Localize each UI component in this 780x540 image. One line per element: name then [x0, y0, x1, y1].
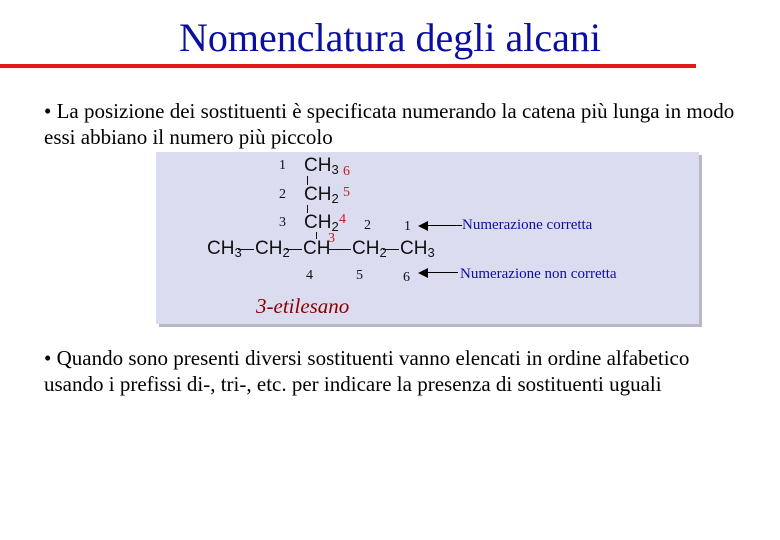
side-number-4: 4 [339, 212, 346, 227]
bond-main-1 [238, 249, 254, 250]
compound-name: 3-etilesano [256, 294, 350, 318]
chain-number-2: 2 [364, 218, 371, 233]
bond-main-4 [383, 249, 399, 250]
side-number-3: 3 [279, 215, 286, 230]
main-group-ch3-left: $CH_3$ [207, 238, 242, 260]
side-number-5: 5 [343, 185, 350, 200]
arrow-line-correct [426, 225, 462, 226]
label-incorrect-numbering: Numerazione non corretta [460, 266, 617, 282]
side-group-ch2-b: $CH_2$ [304, 212, 339, 234]
chain-number-4: 4 [306, 268, 313, 283]
arrow-head-correct [418, 221, 428, 231]
slide-title: Nomenclatura degli alcani [178, 15, 602, 60]
label-correct-numbering: Numerazione corretta [462, 217, 593, 233]
side-number-2: 2 [279, 187, 286, 202]
main-group-ch-branch: CH [303, 238, 331, 259]
structure-panel [156, 152, 699, 324]
arrow-head-incorrect [418, 268, 428, 278]
main-group-ch3-right: $CH_3$ [400, 238, 435, 260]
side-group-ch2-a: $CH_2$ [304, 184, 339, 206]
side-number-1: 1 [279, 158, 286, 173]
main-group-ch2-left: $CH_2$ [255, 238, 290, 260]
bond-main-2 [286, 249, 302, 250]
side-number-6: 6 [343, 164, 350, 179]
title-underline [0, 64, 696, 68]
bond-main-3 [329, 249, 351, 250]
bullet-alphabetical-order: • Quando sono presenti diversi sostituenti vanno elencati in ordine alfabetico usando i prefissi di-, tri-, etc. per indicare la presenza di sostituenti uguali [44, 346, 690, 396]
bullet-substituent-position: • La posizione dei sostituenti è specificata numerando la catena più lunga in modo essi abbiano il numero più piccolo [44, 99, 735, 149]
arrow-line-incorrect [426, 272, 458, 273]
main-group-ch2-right: $CH_2$ [352, 238, 387, 260]
side-group-ch3: $CH_3$ [304, 155, 339, 177]
chain-number-1: 1 [404, 219, 411, 234]
chain-number-6: 6 [403, 270, 410, 285]
chain-number-5: 5 [356, 268, 363, 283]
chain-number-3: 3 [328, 231, 335, 246]
